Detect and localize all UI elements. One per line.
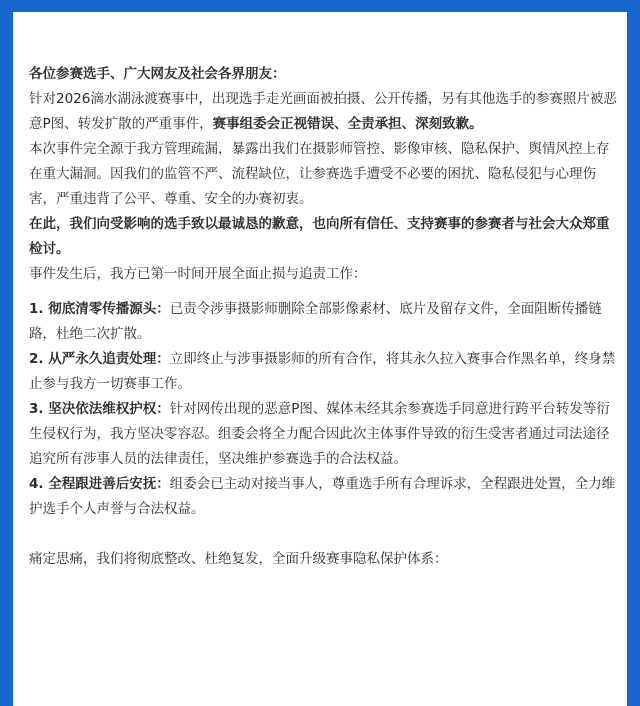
list-item-title: 3. 坚决依法维权护权：: [29, 401, 170, 417]
list-item: [29, 397, 619, 472]
paragraph-apology: 在此，我们向受影响的选手致以最诚恳的歉意，也向所有信任、支持赛事的参赛者与社会大众郑重检讨。: [29, 216, 610, 257]
list-item-text: 组委会已主动对接当事人，尊重选手所有合理诉求，全程跟进处置，全力维护选手个人声誉与合法权益。: [29, 476, 616, 517]
list-item-text: 立即终止与涉事摄影师的所有合作，将其永久拉入赛事合作黑名单，终身禁止参与我方一切赛事工作。: [29, 351, 616, 392]
document-frame: [13, 12, 627, 706]
list-item-title: 2. 从严永久追责处理：: [29, 351, 170, 367]
paragraph-actions-intro: 事件发生后，我方已第一时间开展全面止损与追责工作：: [29, 266, 367, 282]
list-item: [29, 347, 619, 397]
paragraph-rectification: 痛定思痛，我们将彻底整改、杜绝复发，全面升级赛事隐私保护体系：: [29, 551, 448, 567]
paragraph-incident-apology: 赛事组委会正视错误、全责承担、深刻致歉。: [212, 116, 483, 132]
paragraph-incident: [29, 87, 619, 137]
document-body: [29, 62, 619, 572]
paragraph-incident-text: 针对2026滴水湖泳渡赛事中，出现选手走光画面被拍摄、公开传播，另有其他选手的参赛照片被恶意P图、转发扩散的严重事件，: [29, 91, 617, 132]
salutation: 各位参赛选手、广大网友及社会各界朋友：: [29, 66, 286, 82]
action-list: [29, 297, 619, 522]
list-item-text: 已责令涉事摄影师删除全部影像素材、底片及留存文件，全面阻断传播链路，杜绝二次扩散。: [29, 301, 602, 342]
paragraph-cause: 本次事件完全源于我方管理疏漏，暴露出我们在摄影师管控、影像审核、隐私保护、舆情风控上存在重大漏洞。因我们的监管不严、流程缺位，让参赛选手遭受不必要的困扰、隐私侵犯与心理伤害，严重违背了公平、尊重、安全的办赛初衷。: [29, 141, 610, 207]
list-item: [29, 297, 619, 347]
list-item-title: 1. 彻底清零传播源头：: [29, 301, 170, 317]
list-item-title: 4. 全程跟进善后安抚：: [29, 476, 170, 492]
list-item-text: 针对网传出现的恶意P图、媒体未经其余参赛选手同意进行跨平台转发等衍生侵权行为，我方坚决零容忍。组委会将全力配合因此次主体事件导致的衍生受害者通过司法途径追究所有涉事人员的法律责任，坚决维护参赛选手的合法权益。: [29, 401, 610, 467]
list-item: [29, 472, 619, 522]
